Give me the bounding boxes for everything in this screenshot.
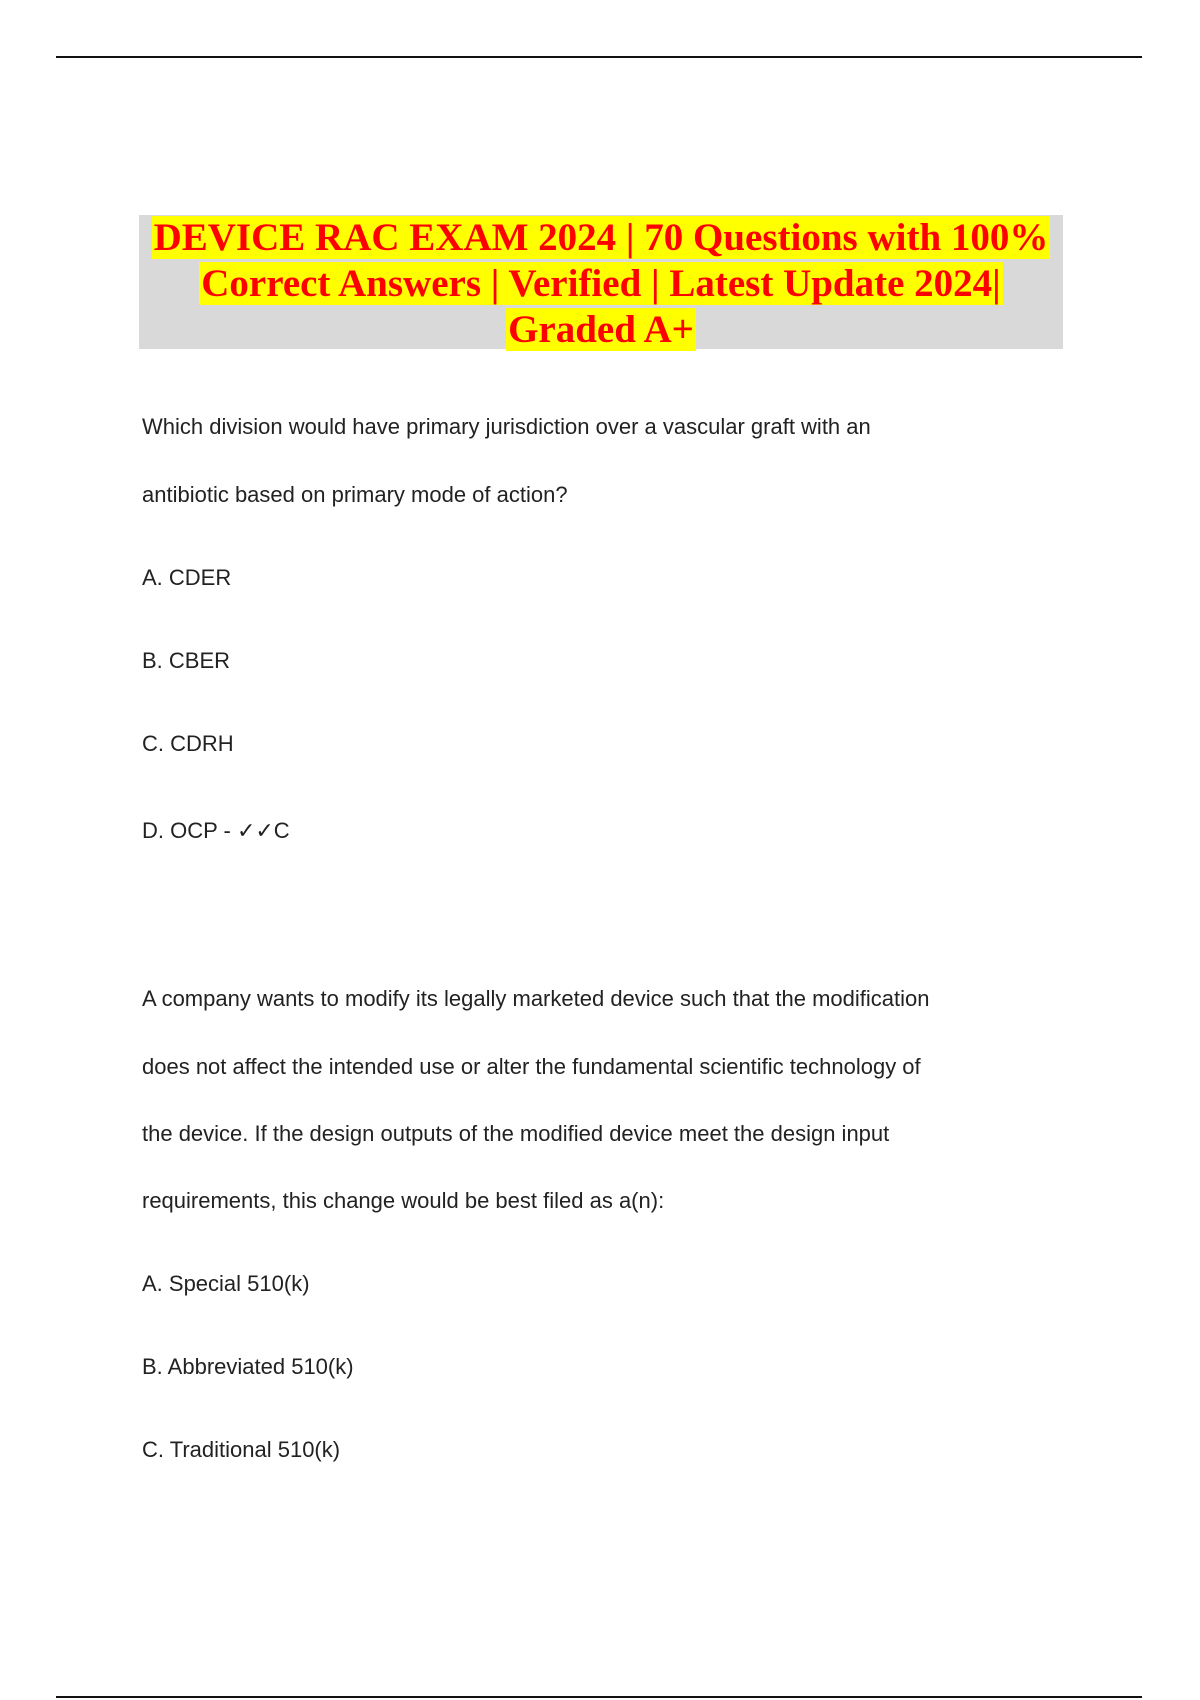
question-1-option-d: D. OCP - ✓✓C	[142, 818, 290, 843]
top-rule	[56, 56, 1142, 58]
question-2-line-3: the device. If the design outputs of the modified device meet the design input	[142, 1121, 890, 1146]
question-2-option-a: A. Special 510(k)	[142, 1271, 310, 1296]
question-1-option-a: A. CDER	[142, 565, 232, 590]
title-line-1: DEVICE RAC EXAM 2024 | 70 Questions with 100%	[153, 216, 1049, 259]
question-1-line-2: antibiotic based on primary mode of action?	[142, 482, 568, 507]
question-1-option-b: B. CBER	[142, 648, 231, 673]
question-2-option-c: C. Traditional 510(k)	[142, 1437, 341, 1462]
question-1-line-1: Which division would have primary jurisdiction over a vascular graft with an	[142, 414, 871, 439]
question-2-option-b: B. Abbreviated 510(k)	[142, 1354, 354, 1379]
title-line-2: Correct Answers | Verified | Latest Update 2024|	[201, 262, 1001, 305]
question-2-line-2: does not affect the intended use or alter the fundamental scientific technology of	[142, 1054, 921, 1079]
document-title	[139, 215, 1063, 349]
question-1-option-c: C. CDRH	[142, 731, 234, 756]
bottom-rule	[56, 1696, 1142, 1698]
question-2-line-4: requirements, this change would be best filed as a(n):	[142, 1188, 665, 1213]
title-line-3: Graded A+	[508, 308, 694, 351]
question-2-line-1: A company wants to modify its legally marketed device such that the modification	[142, 986, 930, 1011]
